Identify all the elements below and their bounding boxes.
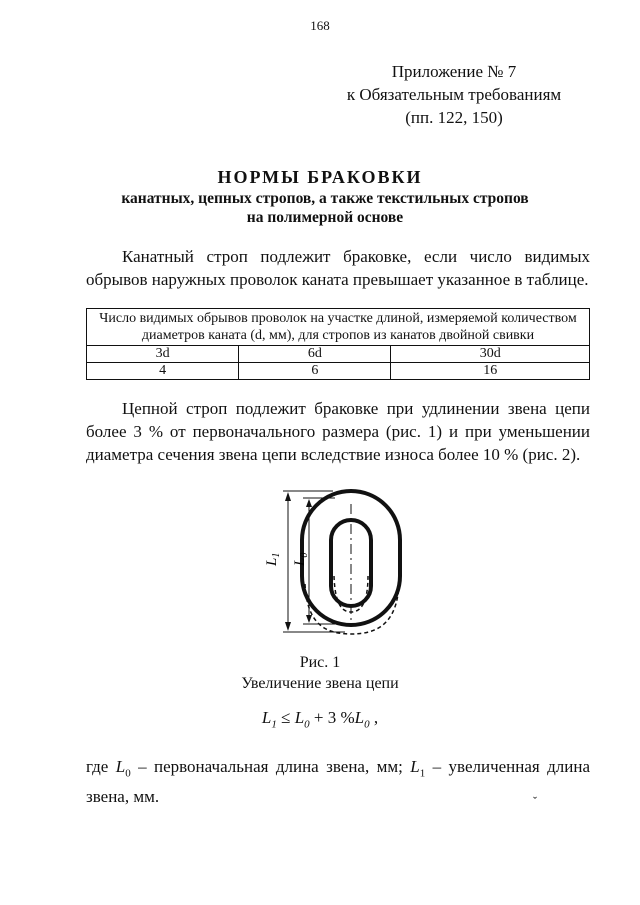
table-cell: 3d xyxy=(87,346,239,363)
definition-paragraph: где $L_0$ – первоначальная длина звена, мм; $L_1$ – увеличенная длина звена, мм. xyxy=(86,757,590,807)
chain-sling-text: Цепной строп подлежит браковке при удлинении звена цепи более 3 % от первоначального размера (рис. 1) и при уменьшении диаметра сечения звена цепи вследствие износа более 10 % (рис. 2). xyxy=(86,399,590,464)
subtitle-line: на полимерной основе xyxy=(246,209,404,226)
rope-sling-paragraph xyxy=(86,245,590,291)
document-subtitle xyxy=(60,189,590,227)
table-row xyxy=(87,363,590,380)
appendix-line: Приложение № 7 xyxy=(391,62,517,81)
table-header-row xyxy=(87,309,590,346)
appendix-line: (пп. 122, 150) xyxy=(405,108,503,127)
table-cell: 6d xyxy=(239,346,391,363)
appendix-reference xyxy=(324,60,584,129)
rejection-norms-table xyxy=(86,308,590,380)
rope-sling-text: Канатный строп подлежит браковке, если число видимых обрывов наружных проволок каната превышает указанное в таблице. xyxy=(86,247,590,289)
document-title: НОРМЫ БРАКОВКИ xyxy=(217,167,423,187)
label-l1: $L_1$ xyxy=(264,552,282,566)
figure-title: Увеличение звена цепи xyxy=(241,675,399,692)
page-number: 168 xyxy=(310,18,330,33)
appendix-line: к Обязательным требованиям xyxy=(346,85,562,104)
elongation-formula: $L_1 \le L_0 + 3$ $\%L_0$ , xyxy=(261,708,379,731)
chain-link-figure xyxy=(255,484,405,649)
table-header-cell: Число видимых обрывов проволок на участке длиной, измеряемой количеством диаметров каната (d, мм), для стропов из канатов двойной свивки xyxy=(87,309,590,346)
label-l0: $L_0$ xyxy=(292,552,310,566)
table-cell: 4 xyxy=(87,363,239,380)
chain-sling-paragraph xyxy=(86,397,590,466)
figure-number: Рис. 1 xyxy=(299,654,341,671)
table-row xyxy=(87,346,590,363)
stray-mark: ˇ xyxy=(533,794,537,808)
figure-caption xyxy=(0,652,640,694)
table-cell: 30d xyxy=(391,346,590,363)
table-cell: 16 xyxy=(391,363,590,380)
subtitle-line: канатных, цепных стропов, а также текстильных стропов xyxy=(121,190,529,207)
table-cell: 6 xyxy=(239,363,391,380)
chain-link-drawing xyxy=(255,484,405,644)
